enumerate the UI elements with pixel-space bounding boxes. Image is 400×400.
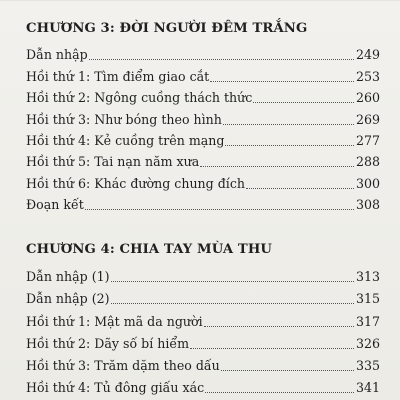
toc-entry-label: Hồi thứ 4: Kẻ cuồng trên mạng [26,132,225,148]
toc-entry-label: Hồi thứ 2: Dãy số bí hiểm [26,335,190,351]
dot-leader [210,81,354,82]
page-edge [0,0,400,1]
toc-entry-label: Hồi thứ 3: Trăm dặm theo dấu [26,357,220,373]
toc-entry [26,85,380,106]
chapter-title: CHƯƠNG 3: ĐỜI NGƯỜI ĐÊM TRẮNG [26,21,308,36]
toc-entry-label: Hồi thứ 1: Mật mã da người [26,313,203,329]
toc-entry-page: 341 [355,380,380,396]
chapter-title: CHƯƠNG 4: CHIA TAY MÙA THU [26,242,272,257]
dot-leader [221,370,354,371]
toc-entry-page: 315 [355,291,380,307]
toc-entry-page: 326 [355,335,380,351]
toc-entry-label: Dẫn nhập (1) [26,269,110,285]
dot-leader [200,166,354,167]
dot-leader [89,59,354,60]
toc-entry [26,285,380,307]
toc-entry [26,106,380,127]
toc-entry-page: 317 [355,313,380,329]
toc-entry-page: 249 [355,47,380,63]
toc-entry-page: 335 [355,357,380,373]
toc-entry [26,63,380,84]
toc-entry [26,374,380,396]
chapter-4-section [26,241,380,396]
toc-entry-label: Hồi thứ 5: Tai nạn năm xưa [26,154,200,170]
toc-entry-page: 308 [355,197,380,213]
dot-leader [246,188,354,189]
dot-leader [111,281,354,282]
dot-leader [205,392,354,393]
toc-entry-label: Hồi thứ 4: Tủ đông giấu xác [26,380,205,396]
toc-entry [26,170,380,191]
toc-entry [26,307,380,329]
toc-entry-label: Hồi thứ 1: Tìm điểm giao cắt [26,68,210,84]
toc-entry-label: Hồi thứ 2: Ngông cuồng thách thức [26,90,253,106]
toc-entry-page: 260 [355,90,380,106]
toc-entry-label: Hồi thứ 6: Khác đường chung đích [26,175,245,191]
dot-leader [204,326,354,327]
toc-entry-page: 313 [355,269,380,285]
dot-leader [190,348,354,349]
toc-entry [26,352,380,374]
toc-entry-page: 269 [355,111,380,127]
toc-entry-page: 277 [355,132,380,148]
toc-entry [26,128,380,149]
toc-entry-label: Dẫn nhập [26,47,88,63]
dot-leader [111,303,354,304]
toc-entry-label: Dẫn nhập (2) [26,291,110,307]
toc-entry-page: 253 [355,68,380,84]
toc-entry-page: 300 [355,175,380,191]
dot-leader [85,209,354,210]
dot-leader [225,145,354,146]
toc-entry [26,263,380,285]
chapter-3-section [26,20,380,213]
toc-entry-page: 288 [355,154,380,170]
toc-entry [26,42,380,63]
toc-entry [26,149,380,170]
toc-entry-label: Hồi thứ 3: Như bóng theo hình [26,111,222,127]
dot-leader [223,124,354,125]
toc-entry-label: Đoạn kết [26,197,84,213]
toc-entry [26,330,380,352]
toc-entry [26,192,380,213]
dot-leader [253,102,354,103]
